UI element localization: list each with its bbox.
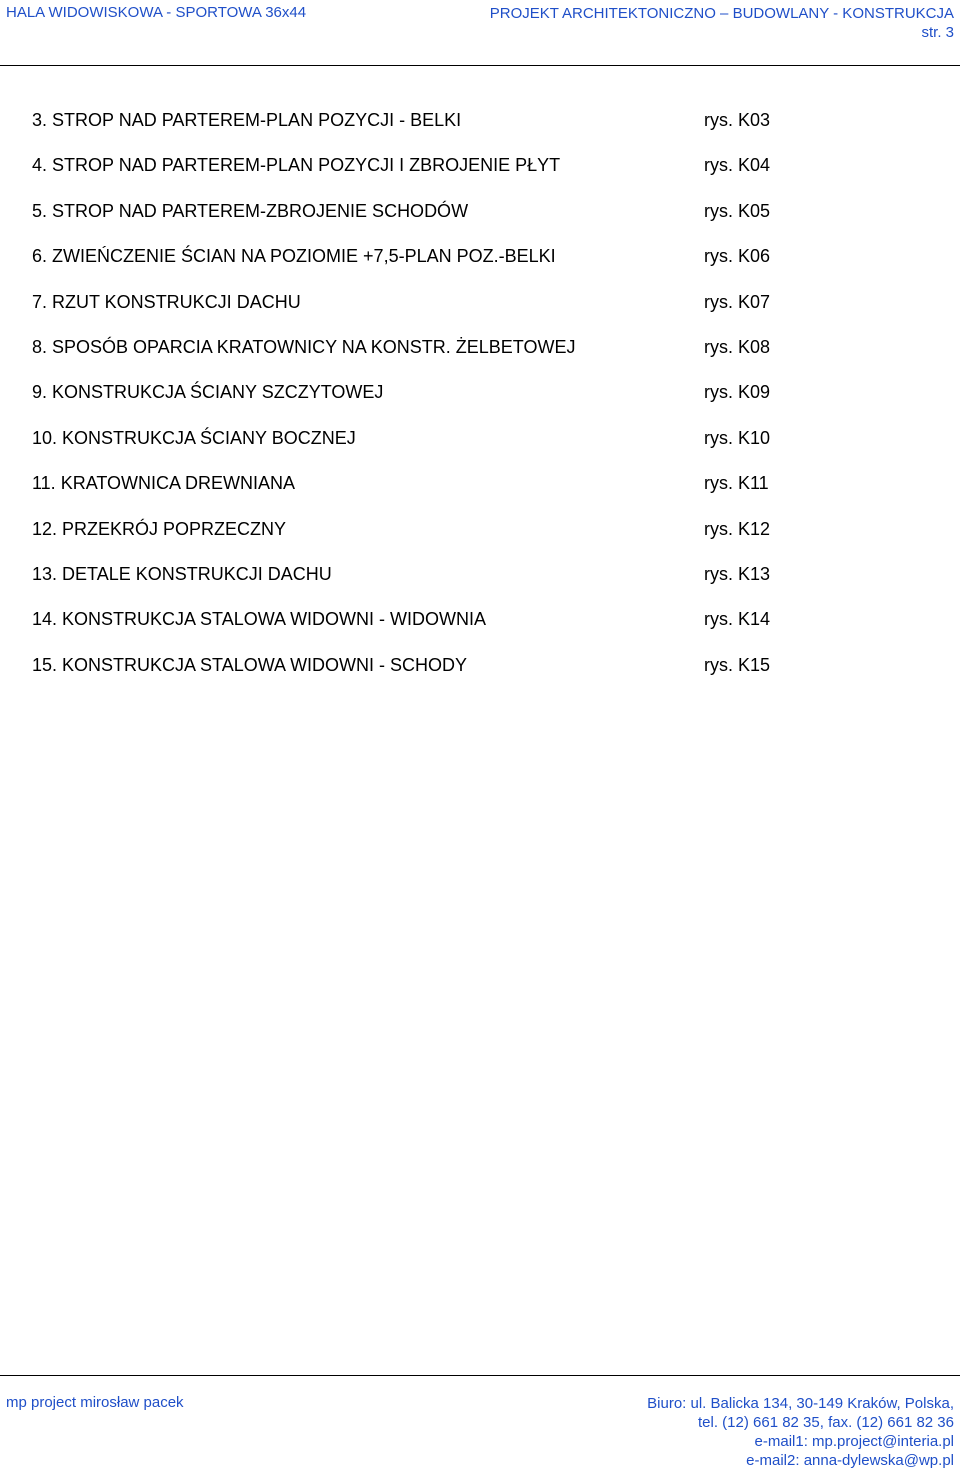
drawing-reference: rys. K06 [704, 246, 771, 267]
drawing-list-item [32, 562, 792, 607]
drawing-title: 7. RZUT KONSTRUKCJI DACHU [32, 291, 301, 312]
drawing-title: 4. STROP NAD PARTEREM-PLAN POZYCJI I ZBROJENIE PŁYT [32, 155, 561, 176]
drawing-reference: rys. K13 [704, 563, 771, 584]
drawing-title: 3. STROP NAD PARTEREM-PLAN POZYCJI - BELKI [32, 110, 462, 130]
drawing-title: 5. STROP NAD PARTEREM-ZBROJENIE SCHODÓW [32, 200, 469, 221]
footer-office-address: Biuro: ul. Balicka 134, 30-149 Kraków, Polska, [647, 1395, 954, 1412]
drawing-list-item [32, 517, 792, 562]
footer-company-name: mp project mirosław pacek [6, 1394, 184, 1411]
drawing-title: 14. KONSTRUKCJA STALOWA WIDOWNI - WIDOWNIA [32, 609, 487, 630]
drawing-list-item [32, 380, 792, 425]
drawing-reference: rys. K12 [704, 518, 771, 539]
drawing-reference: rys. K09 [704, 382, 771, 403]
drawing-reference: rys. K05 [704, 200, 771, 221]
drawing-list-item [32, 335, 792, 380]
drawing-list-item [32, 290, 792, 335]
header-divider [0, 65, 960, 66]
drawing-reference: rys. K03 [704, 110, 771, 130]
drawing-title: 12. PRZEKRÓJ POPRZECZNY [32, 518, 287, 539]
drawing-title: 6. ZWIEŃCZENIE ŚCIAN NA POZIOMIE +7,5-PLAN POZ.-BELKI [32, 246, 556, 267]
drawing-list-item [32, 153, 792, 198]
drawing-list-item [32, 108, 792, 153]
drawing-list-item [32, 426, 792, 471]
drawing-reference: rys. K15 [704, 654, 771, 675]
header-project-title: HALA WIDOWISKOWA - SPORTOWA 36x44 [6, 4, 307, 21]
drawing-reference: rys. K08 [704, 336, 771, 357]
footer-phone-fax: tel. (12) 661 82 35, fax. (12) 661 82 36 [697, 1414, 954, 1431]
drawing-list-item [32, 244, 792, 289]
drawing-reference: rys. K07 [704, 291, 771, 312]
drawing-title: 15. KONSTRUKCJA STALOWA WIDOWNI - SCHODY [32, 654, 468, 675]
drawing-reference: rys. K14 [704, 609, 771, 630]
footer-email-2: e-mail2: anna-dylewska@wp.pl [746, 1452, 954, 1469]
drawing-title: 13. DETALE KONSTRUKCJI DACHU [32, 563, 332, 584]
footer-contact-block [647, 1394, 954, 1470]
drawing-reference: rys. K04 [704, 155, 771, 176]
drawing-list-item [32, 653, 792, 698]
drawing-title: 8. SPOSÓB OPARCIA KRATOWNICY NA KONSTR. ŻELBETOWEJ [32, 336, 576, 357]
footer-divider [0, 1375, 960, 1376]
header-document-type: PROJEKT ARCHITEKTONICZNO – BUDOWLANY - KONSTRUKCJA [489, 5, 954, 22]
drawing-reference: rys. K11 [704, 473, 769, 494]
drawing-list-item [32, 471, 792, 516]
drawing-title: 11. KRATOWNICA DREWNIANA [32, 473, 296, 494]
header-right-block [490, 4, 954, 42]
drawing-title: 10. KONSTRUKCJA ŚCIANY BOCZNEJ [32, 427, 356, 448]
drawing-title: 9. KONSTRUKCJA ŚCIANY SZCZYTOWEJ [32, 382, 384, 403]
drawing-reference: rys. K10 [704, 427, 771, 448]
page-number: str. 3 [921, 24, 954, 41]
footer-email-1: e-mail1: mp.project@interia.pl [754, 1433, 954, 1450]
drawing-list [32, 108, 792, 698]
drawing-list-item [32, 607, 792, 652]
drawing-list-item [32, 199, 792, 244]
